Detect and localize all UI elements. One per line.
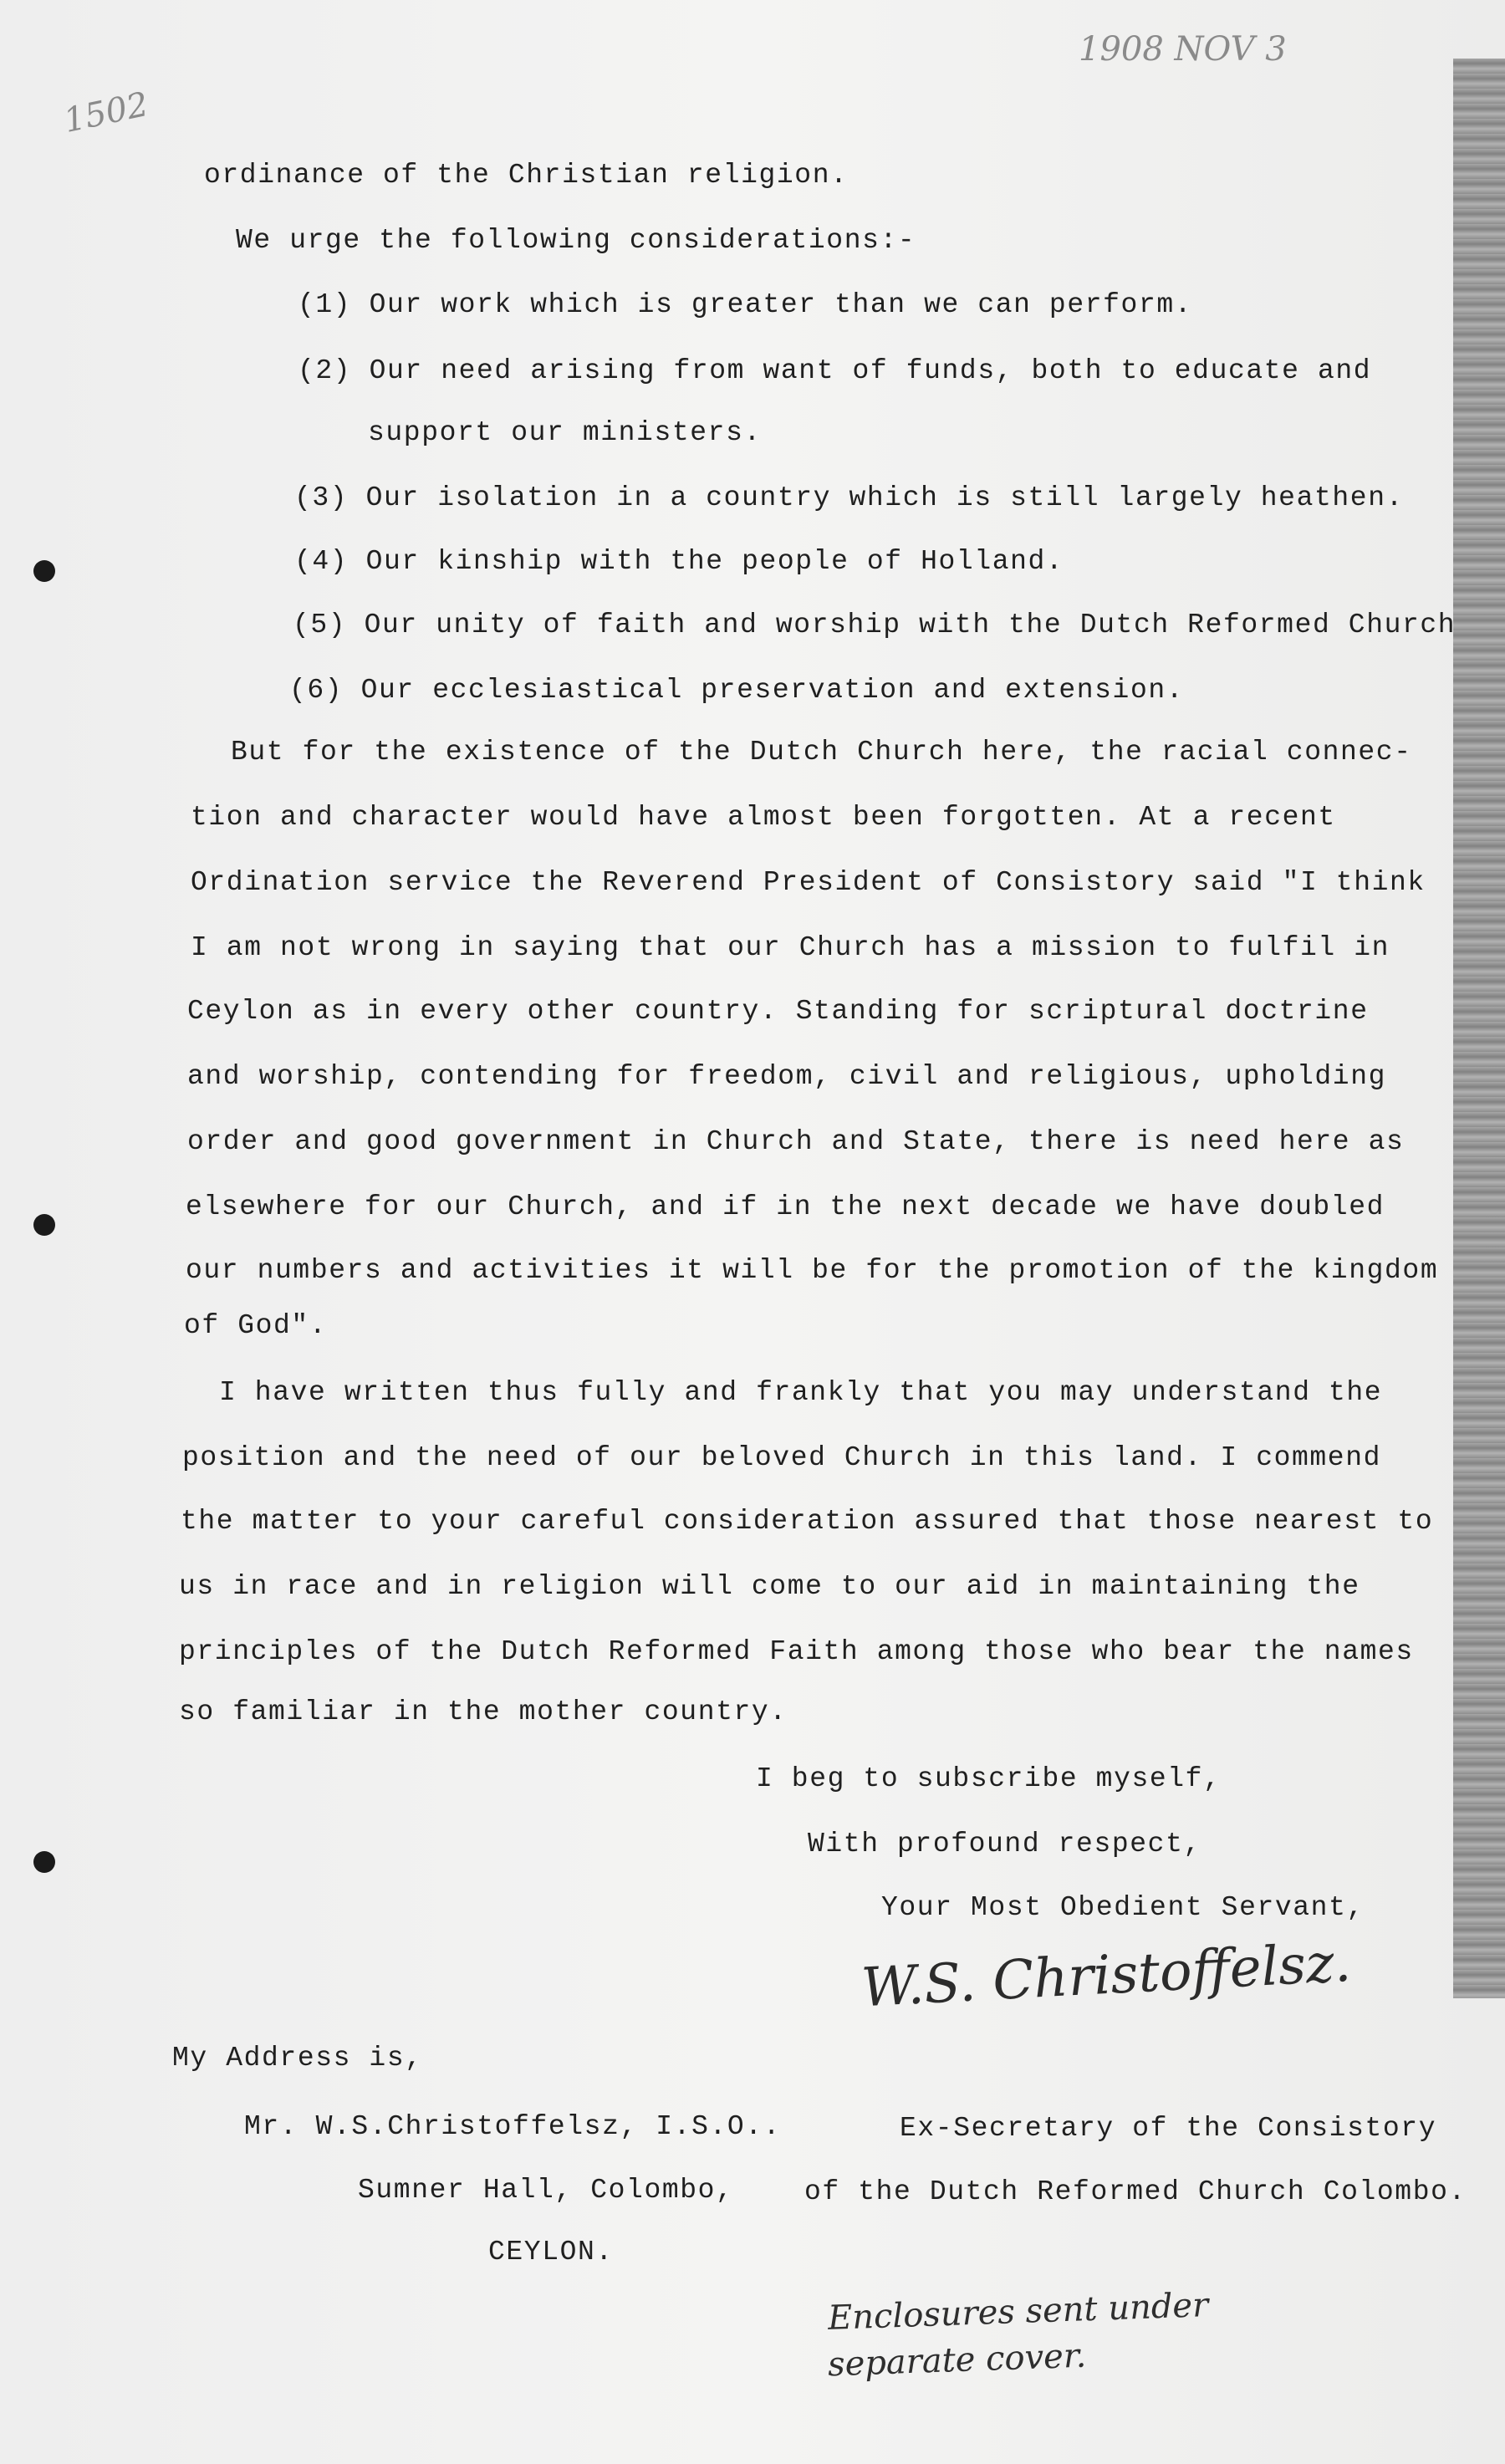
- address-street: Sumner Hall, Colombo,: [358, 2175, 734, 2206]
- body-line: us in race and in religion will come to our aid in maintaining the: [179, 1571, 1360, 1602]
- address-country: CEYLON.: [488, 2237, 614, 2268]
- handwritten-note: Enclosures sent under: [827, 2286, 1209, 2338]
- punch-hole: [33, 560, 55, 582]
- closing-line: Your Most Obedient Servant,: [881, 1892, 1365, 1923]
- closing-line: With profound respect,: [808, 1829, 1201, 1859]
- body-line: position and the need of our beloved Church in this land. I commend: [182, 1442, 1382, 1473]
- address-intro: My Address is,: [172, 2043, 423, 2074]
- body-line: the matter to your careful consideration assured that those nearest to: [181, 1506, 1434, 1537]
- handwritten-note: separate cover.: [827, 2336, 1087, 2385]
- punch-hole: [33, 1214, 55, 1236]
- body-line: I am not wrong in saying that our Church has a mission to fulfil in: [191, 932, 1390, 963]
- body-line: of God".: [184, 1310, 328, 1341]
- list-item: (5) Our unity of faith and worship with the Dutch Reformed Church: [293, 610, 1457, 640]
- body-line: Ordination service the Reverend President of Consistory said "I think: [191, 867, 1426, 898]
- body-line: But for the existence of the Dutch Church here, the racial connec-: [231, 737, 1412, 768]
- punch-hole: [33, 1851, 55, 1873]
- body-line: ordinance of the Christian religion.: [204, 160, 849, 191]
- list-item: (2) Our need arising from want of funds, both to educate and: [298, 355, 1372, 386]
- folio-number: 1502: [60, 84, 152, 141]
- body-line: Ceylon as in every other country. Standing for scriptural doctrine: [187, 996, 1369, 1027]
- closing-line: I beg to subscribe myself,: [756, 1763, 1222, 1794]
- sender-title: Ex-Secretary of the Consistory: [900, 2113, 1437, 2144]
- page-edge-shadow: [1453, 59, 1505, 1998]
- body-line: principles of the Dutch Reformed Faith among those who bear the names: [179, 1636, 1414, 1667]
- address-name: Mr. W.S.Christoffelsz, I.S.O..: [244, 2111, 782, 2142]
- body-line: I have written thus fully and frankly that you may understand the: [219, 1377, 1383, 1408]
- date-stamp: 1908 NOV 3: [1079, 30, 1287, 69]
- body-line: We urge the following considerations:-: [236, 225, 916, 256]
- list-item: (3) Our isolation in a country which is still largely heathen.: [294, 482, 1404, 513]
- body-line: and worship, contending for freedom, civil and religious, upholding: [187, 1061, 1387, 1092]
- list-item: (1) Our work which is greater than we can perform.: [298, 289, 1193, 320]
- list-item: support our ministers.: [368, 417, 762, 448]
- sender-title: of the Dutch Reformed Church Colombo.: [804, 2176, 1467, 2207]
- body-line: so familiar in the mother country.: [179, 1696, 788, 1727]
- list-item: (6) Our ecclesiastical preservation and extension.: [289, 675, 1185, 706]
- signature: W.S. Christoffelsz.: [860, 1931, 1353, 2020]
- body-line: our numbers and activities it will be for the promotion of the kingdom: [186, 1255, 1439, 1286]
- body-line: elsewhere for our Church, and if in the next decade we have doubled: [186, 1191, 1385, 1222]
- body-line: order and good government in Church and State, there is need here as: [187, 1126, 1405, 1157]
- body-line: tion and character would have almost been forgotten. At a recent: [191, 802, 1336, 833]
- list-item: (4) Our kinship with the people of Holland.: [294, 546, 1064, 577]
